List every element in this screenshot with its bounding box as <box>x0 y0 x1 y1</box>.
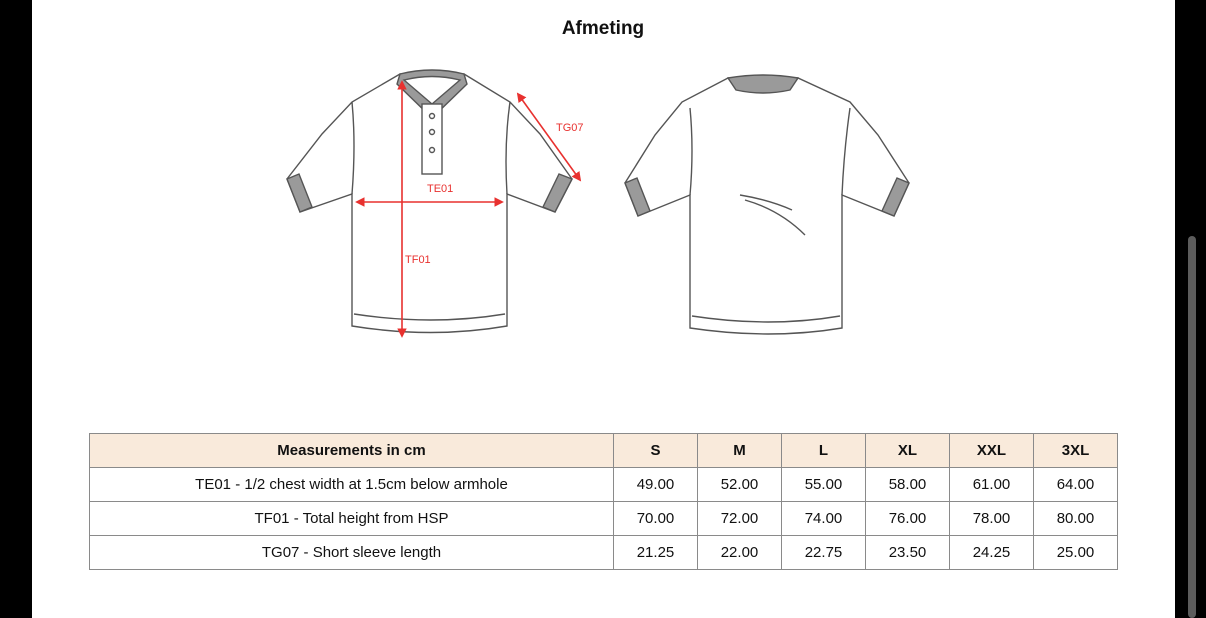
table-cell: TE01 - 1/2 chest width at 1.5cm below armhole <box>90 468 614 502</box>
table-cell: 22.00 <box>698 536 782 570</box>
tg07-label: TG07 <box>556 122 584 134</box>
tf01-label: TF01 <box>405 254 431 266</box>
column-header: XL <box>866 434 950 468</box>
table-cell: 64.00 <box>1034 468 1118 502</box>
table-cell: 72.00 <box>698 502 782 536</box>
table-header-row <box>90 434 1118 468</box>
table-cell: 78.00 <box>950 502 1034 536</box>
table-cell: 61.00 <box>950 468 1034 502</box>
table-cell: 70.00 <box>614 502 698 536</box>
table-cell: TF01 - Total height from HSP <box>90 502 614 536</box>
table-cell: 52.00 <box>698 468 782 502</box>
table-cell: 24.25 <box>950 536 1034 570</box>
column-header: L <box>782 434 866 468</box>
column-header: XXL <box>950 434 1034 468</box>
te01-label: TE01 <box>427 183 454 195</box>
column-header: M <box>698 434 782 468</box>
column-header: Measurements in cm <box>90 434 614 468</box>
table-cell: 21.25 <box>614 536 698 570</box>
table-cell: 74.00 <box>782 502 866 536</box>
table-cell: 22.75 <box>782 536 866 570</box>
polo-front-illustration <box>282 64 592 349</box>
table-cell: 25.00 <box>1034 536 1118 570</box>
table-cell: 76.00 <box>866 502 950 536</box>
table-cell: 23.50 <box>866 536 950 570</box>
column-header: 3XL <box>1034 434 1118 468</box>
table-cell: 49.00 <box>614 468 698 502</box>
table-cell: 55.00 <box>782 468 866 502</box>
size-table <box>89 433 1118 570</box>
table-row <box>90 502 1118 536</box>
table-cell: TG07 - Short sleeve length <box>90 536 614 570</box>
table-cell: 80.00 <box>1034 502 1118 536</box>
column-header: S <box>614 434 698 468</box>
table-row <box>90 468 1118 502</box>
page-title: Afmeting <box>561 18 645 39</box>
table-cell: 58.00 <box>866 468 950 502</box>
table-row <box>90 536 1118 570</box>
polo-back-illustration <box>620 70 920 345</box>
scrollbar-thumb[interactable] <box>1188 236 1196 618</box>
